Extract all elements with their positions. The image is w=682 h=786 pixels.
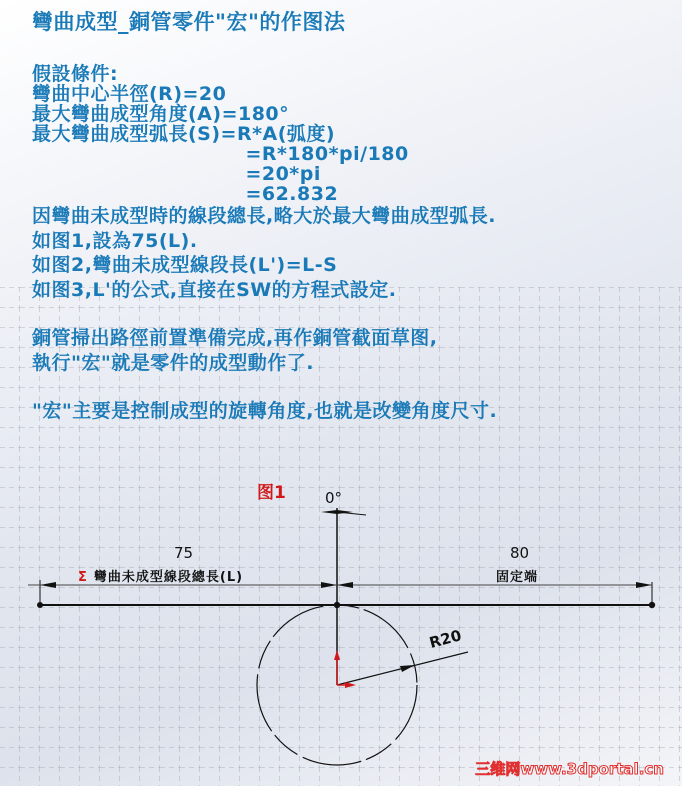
paragraph-line: 執行"宏"就是零件的成型動作了.: [32, 351, 315, 374]
radius-dimension[interactable]: R20: [427, 626, 464, 652]
dimension-name-right: 固定端: [496, 570, 539, 585]
paragraph-line: 因彎曲未成型時的線段總長,略大於最大彎曲成型弧長.: [32, 205, 496, 227]
assumption-line: =62.832: [32, 183, 339, 205]
assumption-line: 最大彎曲成型弧長(S)=R*A(弧度): [32, 123, 336, 145]
arrow-icon: [40, 582, 56, 588]
angle-arrow-left-icon: [321, 510, 337, 514]
arrow-icon: [321, 582, 337, 588]
watermark: 三维网www.3dportal.cn: [475, 760, 664, 778]
dimension-value-75[interactable]: 75: [174, 544, 194, 562]
figure-label: 图1: [257, 483, 286, 503]
arrow-icon: [337, 582, 353, 588]
dimension-name-left: Σ 彎曲未成型線段總長(L): [78, 570, 244, 585]
sigma-equation-icon: Σ: [78, 570, 88, 585]
assumptions-header: 假設條件:: [32, 63, 119, 85]
angle-dimension[interactable]: 0°: [325, 489, 343, 507]
paragraph-line: 如图3,L'的公式,直接在SW的方程式設定.: [32, 278, 397, 301]
origin-arrow-right-icon: [345, 682, 356, 688]
assumption-line: =R*180*pi/180: [32, 143, 409, 165]
assumption-line: 彎曲中心半徑(R)=20: [32, 83, 227, 105]
paragraph-line: "宏"主要是控制成型的旋轉角度,也就是改變角度尺寸.: [32, 400, 498, 422]
origin-arrow-up-icon: [334, 650, 340, 660]
page-title: 彎曲成型_銅管零件"宏"的作图法: [32, 10, 346, 34]
paragraph-line: 如图2,彎曲未成型線段長(L')=L-S: [32, 254, 338, 276]
arrow-icon: [636, 582, 652, 588]
assumption-line: =20*pi: [32, 163, 321, 185]
dimension-value-80[interactable]: 80: [510, 544, 530, 562]
assumption-line: 最大彎曲成型角度(A)=180°: [32, 103, 290, 125]
arrow-icon: [400, 665, 415, 672]
paragraph-line: 如图1,設為75(L).: [32, 229, 198, 252]
paragraph-line: 銅管掃出路徑前置準備完成,再作銅管截面草图,: [32, 327, 438, 349]
